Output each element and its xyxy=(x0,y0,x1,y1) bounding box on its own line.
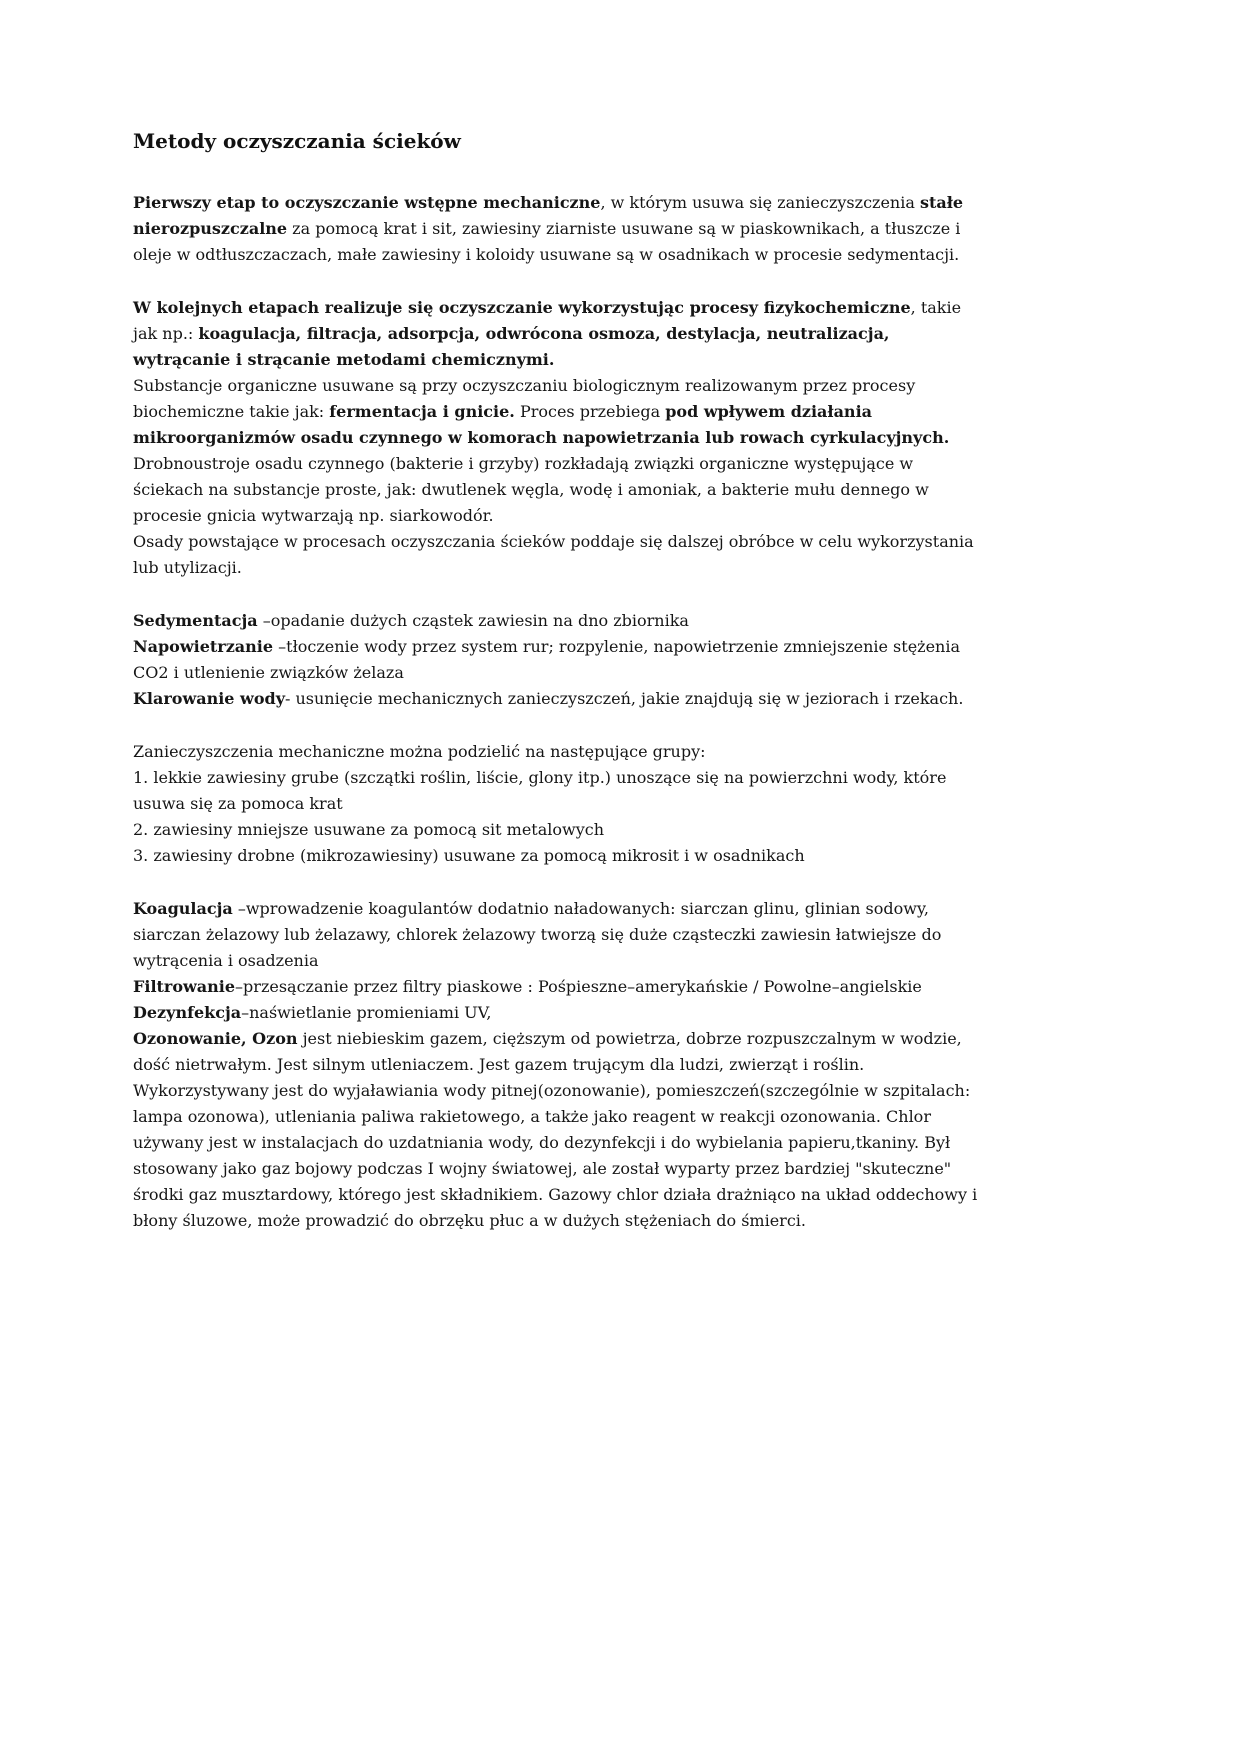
text-run: Sedymentacja xyxy=(133,611,258,630)
paragraph xyxy=(133,817,988,843)
text-block xyxy=(133,608,988,712)
paragraph xyxy=(133,373,988,529)
text-run: –opadanie dużych cząstek zawiesin na dno zbiornika xyxy=(257,611,689,630)
paragraph xyxy=(133,295,988,373)
page-title: Metody oczyszczania ścieków xyxy=(133,129,461,153)
paragraph xyxy=(133,896,988,974)
paragraph xyxy=(133,529,988,581)
text-run: –przesączanie przez filtry piaskowe : Pośpieszne–amerykańskie / Powolne–angielskie xyxy=(235,977,922,996)
text-run: Ozonowanie, Ozon xyxy=(133,1029,298,1048)
text-run: stałe nierozpuszczalne xyxy=(133,193,964,238)
paragraph xyxy=(133,608,988,634)
text-run: 3. zawiesiny drobne (mikrozawiesiny) usuwane za pomocą mikrosit i w osadnikach xyxy=(133,846,805,865)
text-run: - usunięcie mechanicznych zanieczyszczeń, jakie znajdują się w jeziorach i rzekach. xyxy=(284,689,964,708)
paragraph xyxy=(133,843,988,869)
text-run: pod wpływem działania mikroorganizmów osadu czynnego w komorach napowietrzania lub rowach cyrkulacyjnych. xyxy=(133,402,950,447)
text-run: Filtrowanie xyxy=(133,977,236,996)
document-body xyxy=(133,190,988,1234)
text-run: Napowietrzanie xyxy=(133,637,274,656)
text-block xyxy=(133,190,988,268)
paragraph xyxy=(133,1026,988,1234)
paragraph xyxy=(133,190,988,268)
text-run: Proces przebiega xyxy=(514,402,666,421)
text-block xyxy=(133,739,988,869)
paragraph xyxy=(133,634,988,686)
paragraph xyxy=(133,1000,988,1026)
text-run: , takie jak np.: xyxy=(133,298,962,343)
text-run: Drobnoustroje osadu czynnego (bakterie i grzyby) rozkładają związki organiczne występujące w ściekach na substancje proste, jak: dwutlenek węgla, wodę i amoniak, a bakterie mułu dennego w procesie gnicia wytwarzają np. siarkowodór. xyxy=(133,454,929,525)
text-run: 2. zawiesiny mniejsze usuwane za pomocą sit metalowych xyxy=(133,820,605,839)
text-run: Pierwszy etap to oczyszczanie wstępne mechaniczne xyxy=(133,193,601,212)
text-run: Klarowanie wody xyxy=(133,689,285,708)
text-run: za pomocą krat i sit, zawiesiny ziarniste usuwane są w piaskownikach, a tłuszcze i oleje w odtłuszczaczach, małe zawiesiny i koloidy usuwane są w osadnikach w procesie sedymentacji. xyxy=(133,219,961,264)
text-run: Koagulacja xyxy=(133,899,233,918)
text-run: –naświetlanie promieniami UV, xyxy=(241,1003,492,1022)
paragraph xyxy=(133,739,988,765)
text-run: Substancje organiczne usuwane są przy oczyszczaniu biologicznym realizowanym przez procesy biochemiczne takie jak: xyxy=(133,376,916,421)
text-run: –wprowadzenie koagulantów dodatnio naładowanych: siarczan glinu, glinian sodowy, siarczan żelazowy lub żelazawy, chlorek żelazowy tworzą się duże cząsteczki zawiesin łatwiejsze do wytrącenia i osadzenia xyxy=(133,899,942,970)
text-run: jest niebieskim gazem, cięższym od powietrza, dobrze rozpuszczalnym w wodzie, dość nietrwałym. Jest silnym utleniaczem. Jest gazem trującym dla ludzi, zwierząt i roślin. Wykorzystywany jest do wyjaławiania wody pitnej(ozonowanie), pomieszczeń(szczególnie w szpitalach: lampa ozonowa), utleniania paliwa rakietowego, a także jako reagent w reakcji ozonowania. Chlor używany jest w instalacjach do uzdatniania wody, do dezynfekcji i do wybielania papieru,tkaniny. Był stosowany jako gaz bojowy podczas I wojny światowej, ale został wyparty przez bardziej "skuteczne" środki gaz musztardowy, którego jest składnikiem. Gazowy chlor działa drażniąco na układ oddechowy i błony śluzowe, może prowadzić do obrzęku płuc a w dużych stężeniach do śmierci. xyxy=(133,1029,978,1230)
text-run: –tłoczenie wody przez system rur; rozpylenie, napowietrzenie zmniejszenie stężenia CO2 i utlenienie związków żelaza xyxy=(133,637,961,682)
text-run: , w którym usuwa się zanieczyszczenia xyxy=(600,193,920,212)
text-run: fermentacja i gnicie. xyxy=(329,402,515,421)
text-run: Zanieczyszczenia mechaniczne można podzielić na następujące grupy: xyxy=(133,742,706,761)
text-run: Dezynfekcja xyxy=(133,1003,242,1022)
paragraph xyxy=(133,765,988,817)
text-run: W kolejnych etapach realizuje się oczyszczanie wykorzystując procesy fizykochemiczne xyxy=(133,298,911,317)
text-run: 1. lekkie zawiesiny grube (szczątki roślin, liście, glony itp.) unoszące się na powierzchni wody, które usuwa się za pomoca krat xyxy=(133,768,947,813)
text-run: Osady powstające w procesach oczyszczania ścieków poddaje się dalszej obróbce w celu wykorzystania lub utylizacji. xyxy=(133,532,974,577)
paragraph xyxy=(133,974,988,1000)
text-block xyxy=(133,896,988,1234)
paragraph xyxy=(133,686,988,712)
text-block xyxy=(133,295,988,581)
text-run: koagulacja, filtracja, adsorpcja, odwrócona osmoza, destylacja, neutralizacja, wytrącanie i strącanie metodami chemicznymi. xyxy=(133,324,890,369)
